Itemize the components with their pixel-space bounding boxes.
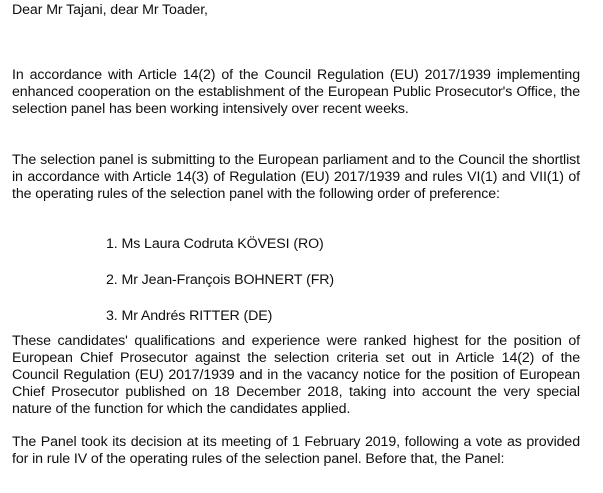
candidate-item-3: 3. Mr Andrés RITTER (DE) — [106, 308, 273, 324]
letter-page — [12, 0, 580, 467]
candidate-item-2: 2. Mr Jean-François BOHNERT (FR) — [106, 272, 335, 288]
paragraph-qualifications: These candidates' qualifications and experience were ranked highest for the position of European Chief Prosecutor against the selection criteria set out in Article 14(2) of the Council Regulation (EU) 2017/1939 and in the vacancy notice for the position of European Chief Prosecutor published on 18 December 2018, taking into account the very special nature of the function for which the candidates applied. — [12, 333, 580, 417]
paragraph-shortlist-submission: The selection panel is submitting to the European parliament and to the Council the shortlist in accordance with Article 14(3) of Regulation (EU) 2017/1939 and rules VI(1) and VII(1) of the operating rules of the selection panel with the following order of preference: — [12, 152, 580, 202]
candidate-list — [106, 232, 334, 340]
salutation: Dear Mr Tajani, dear Mr Toader, — [12, 2, 208, 18]
candidate-item-1: 1. Ms Laura Codruta KÖVESI (RO) — [106, 236, 324, 252]
paragraph-legal-basis: In accordance with Article 14(2) of the Council Regulation (EU) 2017/1939 implementing enhanced cooperation on the establishment of the European Public Prosecutor's Office, the selection panel has been working intensively over recent weeks. — [12, 67, 580, 117]
paragraph-decision: The Panel took its decision at its meeting of 1 February 2019, following a vote as provided for in rule IV of the operating rules of the selection panel. Before that, the Panel: — [12, 434, 580, 467]
